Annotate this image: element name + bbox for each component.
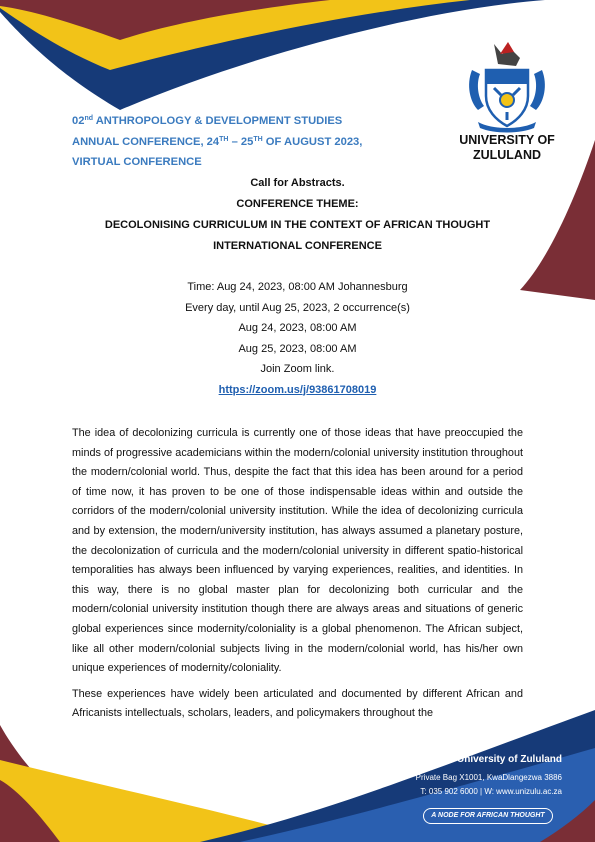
date-suffix-1: TH: [219, 135, 229, 143]
body-text: [72, 424, 523, 730]
conference-heading-line3: VIRTUAL CONFERENCE: [72, 156, 202, 168]
schedule-block: [60, 277, 535, 400]
schedule-recurrence: Every day, until Aug 25, 2023, 2 occurrence(s): [185, 301, 410, 314]
university-name-line1: UNIVERSITY OF: [459, 133, 555, 147]
footer-contact: [380, 753, 562, 799]
schedule-date-2: Aug 25, 2023, 08:00 AM: [238, 342, 357, 355]
footer-slogan: A NODE FOR AFRICAN THOUGHT: [423, 808, 553, 824]
university-crest-logo: [464, 40, 550, 136]
schedule-time: Time: Aug 24, 2023, 08:00 AM Johannesburg: [187, 281, 408, 293]
join-zoom-text: Join Zoom link.: [260, 363, 335, 375]
conference-date-start: ANNUAL CONFERENCE, 24: [72, 135, 220, 148]
university-name-line2: ZULULAND: [472, 148, 542, 162]
footer-contact-line: T: 035 902 6000 | W: www.unizulu.ac.za: [420, 787, 562, 796]
conference-name: ANTHROPOLOGY & DEVELOPMENT STUDIES: [93, 115, 343, 127]
conference-heading: [72, 111, 452, 173]
zoom-link[interactable]: https://zoom.us/j/93861708019: [218, 383, 377, 396]
theme-block: [60, 173, 535, 257]
ordinal-suffix: nd: [84, 115, 94, 122]
date-suffix-2: TH: [253, 135, 263, 143]
footer-address: Private Bag X1001, KwaDlangezwa 3886: [415, 773, 562, 782]
footer-university-name: University of Zululand: [456, 754, 562, 765]
theme-label: CONFERENCE THEME:: [236, 198, 359, 210]
theme-title-line2: INTERNATIONAL CONFERENCE: [213, 240, 382, 252]
schedule-date-1: Aug 24, 2023, 08:00 AM: [238, 322, 357, 334]
conference-date-dash: – 25: [228, 135, 254, 148]
ordinal-number: 02: [72, 115, 85, 127]
call-for-abstracts: Call for Abstracts.: [250, 177, 345, 189]
university-name: [452, 133, 562, 163]
conference-heading-line1: [72, 111, 452, 132]
conference-date-end: OF AUGUST 2023,: [262, 135, 363, 148]
conference-heading-line2: [72, 132, 452, 153]
body-paragraph-2: These experiences have widely been articulated and documented by different African and Africanists intellectuals, scholars, leaders, and policymakers throughout the: [72, 687, 523, 720]
body-paragraph-1: The idea of decolonizing curricula is currently one of those ideas that have preoccupied the minds of progressive academicians within the modern/colonial university institution throughout the modern/colonial world. Thus, despite the fact that this idea has been around for a period of time now, it has proven to be one of those indispensable ideas within and outside the corridors of the modern/colonial university institution. While the idea of decolonizing curricula and by extension, the modern/university institution, has always assumed a planetary posture, the decolonization of curricula and the modern/colonial university in different spatio-historical temporalities has always been influenced by varying experiences, realities, and identities. In this way, there is no global master plan for decolonizing both curricular and the modern/colonial university institution though there are always areas and situations of generic global experiences since modernity/coloniality is a global phenomenon. The African subject, like all other modern/colonial subjects living in the modern/colonial world, has his/her own unique experiences of modernity/coloniality.: [72, 427, 523, 675]
theme-title-line1: DECOLONISING CURRICULUM IN THE CONTEXT OF AFRICAN THOUGHT: [104, 219, 491, 231]
